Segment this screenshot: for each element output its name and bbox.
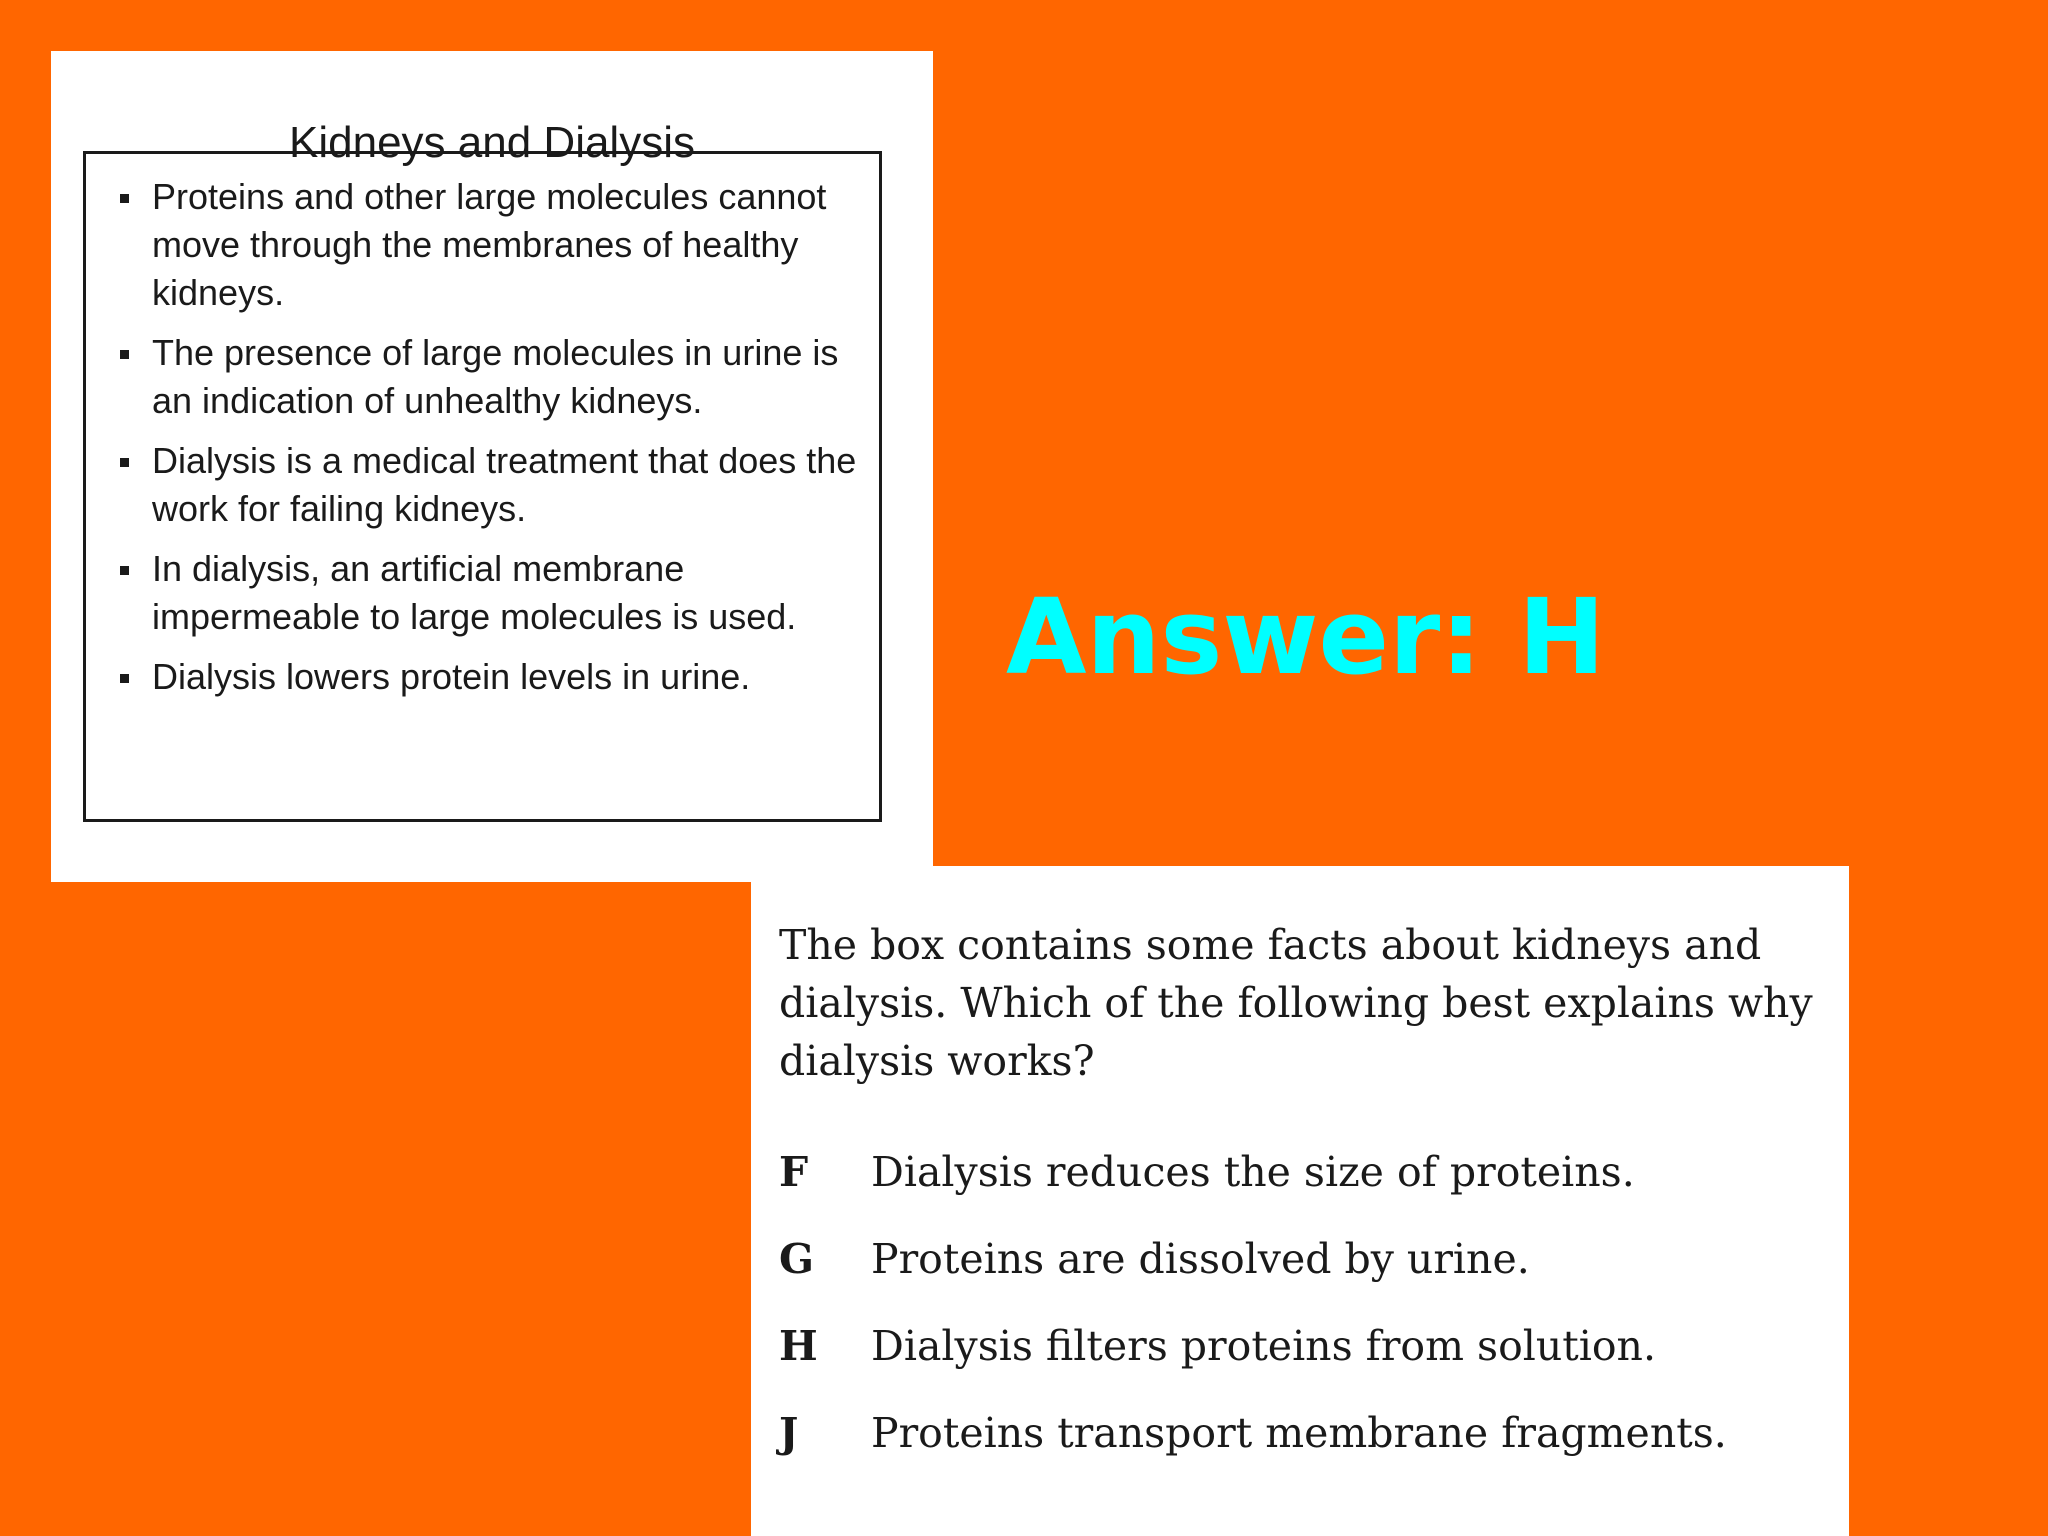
option-text: Proteins are dissolved by urine.	[871, 1235, 1530, 1283]
fact-item	[86, 329, 879, 425]
bullet-icon	[120, 566, 129, 575]
facts-card	[51, 51, 933, 882]
bullet-icon	[120, 458, 129, 467]
bullet-icon	[120, 194, 129, 203]
option-j	[779, 1404, 1727, 1462]
option-letter: H	[779, 1322, 818, 1370]
facts-title: Kidneys and Dialysis	[289, 118, 695, 167]
option-letter: F	[779, 1148, 809, 1196]
fact-text: Dialysis is a medical treatment that does the work for failing kidneys.	[152, 440, 857, 529]
option-letter: G	[779, 1235, 815, 1283]
fact-item	[86, 545, 879, 641]
option-h	[779, 1317, 1656, 1375]
fact-item	[86, 437, 879, 533]
fact-text: The presence of large molecules in urine is an indication of unhealthy kidneys.	[152, 332, 839, 421]
fact-text: Dialysis lowers protein levels in urine.	[152, 656, 751, 697]
option-letter: J	[779, 1409, 799, 1457]
answer-label: Answer: H	[1006, 576, 1606, 698]
option-text: Dialysis filters proteins from solution.	[871, 1322, 1656, 1370]
fact-item	[86, 173, 879, 317]
question-card	[751, 866, 1849, 1536]
option-g	[779, 1230, 1530, 1288]
facts-box	[83, 151, 882, 822]
bullet-icon	[120, 674, 129, 683]
option-text: Proteins transport membrane fragments.	[871, 1409, 1727, 1457]
fact-text: Proteins and other large molecules cannot move through the membranes of healthy kidneys.	[152, 176, 827, 313]
fact-text: In dialysis, an artificial membrane impermeable to large molecules is used.	[152, 548, 797, 637]
fact-item	[86, 653, 879, 701]
bullet-icon	[120, 350, 129, 359]
option-text: Dialysis reduces the size of proteins.	[871, 1148, 1635, 1196]
question-text: The box contains some facts about kidneys and dialysis. Which of the following best explains why dialysis works?	[779, 921, 1813, 1085]
option-f	[779, 1143, 1635, 1201]
facts-list	[86, 173, 879, 713]
